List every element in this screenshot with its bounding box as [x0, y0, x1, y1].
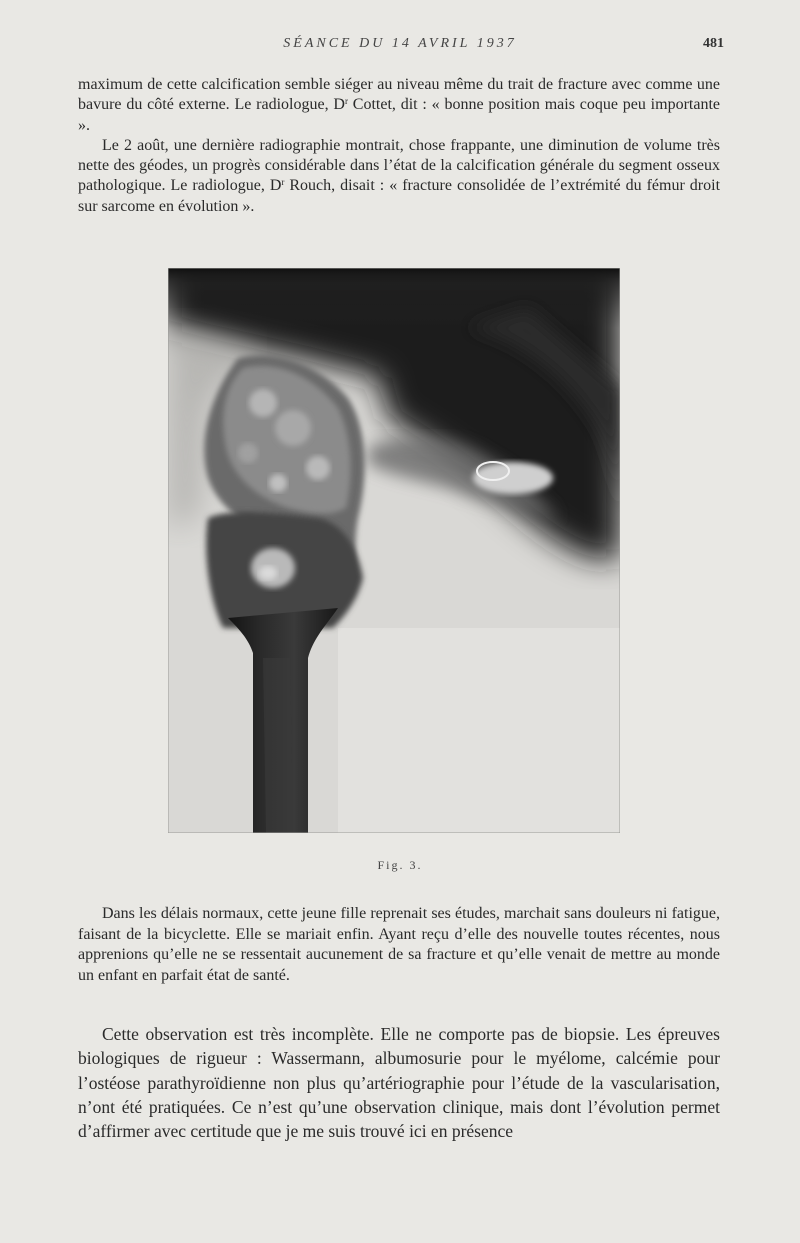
paragraph-1-text-a: maximum de cette calcification semble siéger au niveau même du trait de fracture avec comme une bavure du côté externe. Le radiologue, [78, 76, 720, 114]
paragraph-1-text-c: Le 2 août, une dernière radiographie montrait, chose frappante, une diminution de volume très nette des géodes, un progrès considérable dans l’état de la calcification générale du segment osseux pathologique. Le radiologue, [78, 136, 720, 195]
page-number: 481 [703, 36, 724, 51]
figure-caption: Fig. 3. [377, 858, 423, 872]
doctor-abbrev-2-sup: r [281, 177, 285, 188]
doctor-abbrev-1: D [333, 96, 345, 114]
paragraph-3 [78, 1022, 720, 1143]
paragraph-2-text: Dans les délais normaux, cette jeune fille reprenait ses études, marchait sans douleurs ni fatigue, faisant de la bicyclette. Elle se mariait enfin. Ayant reçu d’elle des nouvelle toutes récentes, nous apprenions qu’elle ne se ressentait aucunement de sa fracture et qu’elle venait de mettre au monde un enfant en parfait état de santé. [78, 905, 720, 984]
paragraph-2 [78, 904, 720, 986]
paragraph-1-text-d: Rouch, disait : « fracture consolidée de l’extrémité du fémur droit sur sarcome en évolution ». [78, 177, 721, 215]
paragraph-3-text: Cette observation est très incomplète. Elle ne comporte pas de biopsie. Les épreuves biologiques de rigueur : Wassermann, albumosurie pour le myélome, calcémie pour l’ostéose parathyroïdienne non plus qu’artériographie pour l’étude de la vascularisation, n’ont été pratiquées. Ce n’est qu’une observation clinique, mais dont l’évolution permet d’affirmer avec certitude que je me suis trouvé ici en présence [78, 1024, 720, 1142]
paragraph-1-text-b: Cottet, dit : « bonne position mais coque peu importante ». [78, 96, 720, 134]
running-title: SÉANCE DU 14 AVRIL 1937 [283, 36, 517, 51]
doctor-abbrev-2: D [269, 177, 282, 195]
radiograph-figure [168, 268, 620, 833]
doctor-abbrev-1-sup: r [344, 96, 348, 107]
radiograph-image [168, 268, 620, 833]
paragraph-1 [78, 75, 720, 217]
page-header [78, 36, 722, 56]
